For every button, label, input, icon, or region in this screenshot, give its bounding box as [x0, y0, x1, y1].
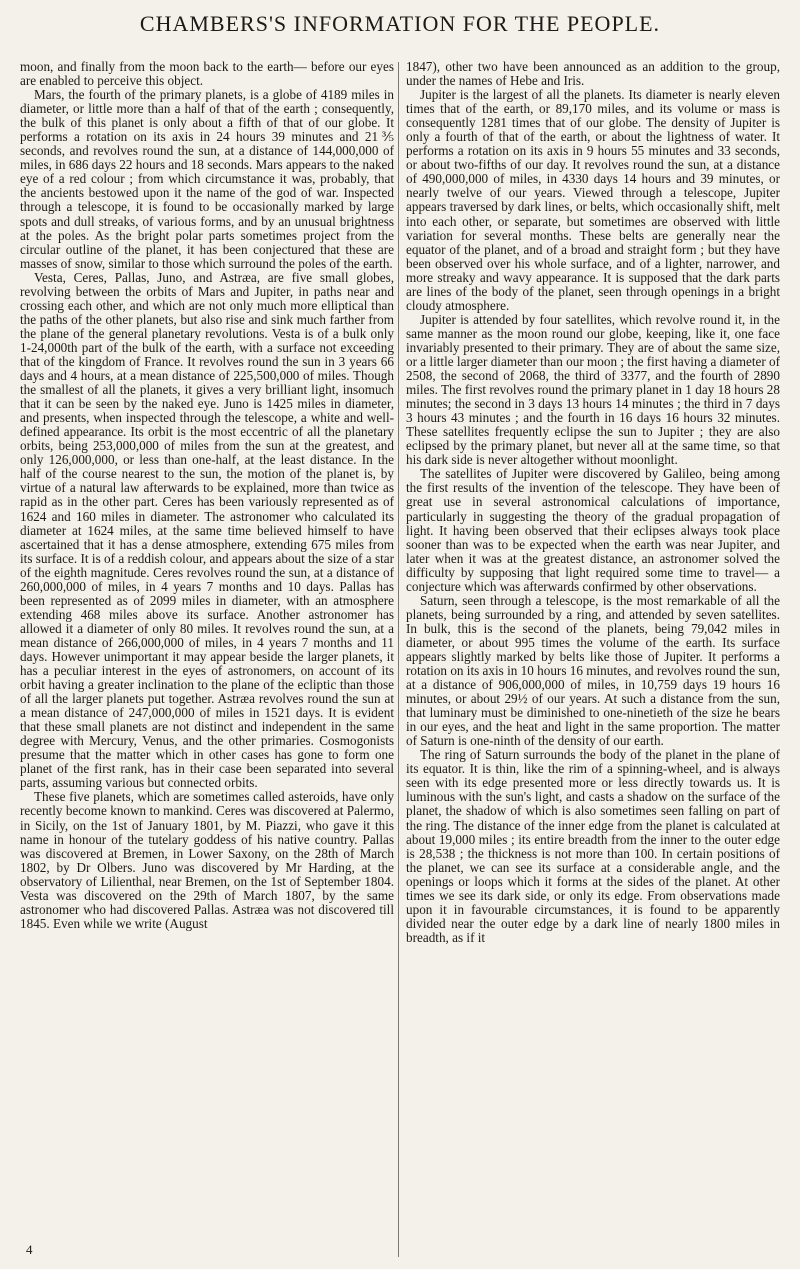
paragraph: Jupiter is attended by four satellites, which revolve round it, in the same manner as the moon round our globe, keeping, like it, one face invariably presented to their primary. They are of about the same size, or a little larger diameter than our moon ; the first having a diameter of 2508, the second of 2068, the third of 3377, and the fourth of 2890 miles. The first revolves round the primary planet in 1 day 18 hours 28 minutes; the second in 3 days 13 hours 14 minutes ; the third in 7 days 3 hours 43 minutes ; and the fourth in 16 days 16 hours 32 minutes. These satellites frequently eclipse the sun to Jupiter ; they are also eclipsed by the primary planet, but never all at the same time, so that his dark side is never altogether without moonlight. — [406, 311, 780, 468]
paragraph: moon, and finally from the moon back to the earth— before our eyes are enabled to perceive this object. — [20, 60, 394, 89]
paragraph: The ring of Saturn surrounds the body of the planet in the plane of its equator. It is thin, like the rim of a spinning-wheel, and is always seen with its edge presented more or less directly towards us. It is luminous with the sun's light, and casts a shadow on the surface of the planet, the shadow of which is also sometimes seen falling on part of the ring. The distance of the inner edge from the planet is calculated at about 19,000 miles ; its entire breadth from the inner to the outer edge is 28,538 ; the thickness is not more than 100. In certain positions of the planet, we can see its surface at a considerable angle, and the openings or loops which it forms at the sides of the planet. At other times we see its dark side, or only its edge. From observations made upon it in favourable circumstances, it is found to be apparently divided near the outer edge by a dark line of nearly 1800 miles in breadth, as if it — [406, 747, 780, 945]
paragraph: 1847), other two have been announced as an addition to the group, under the names of Hebe and Iris. — [406, 60, 780, 89]
paragraph: These five planets, which are sometimes called asteroids, have only recently become known to mankind. Ceres was discovered at Palermo, in Sicily, on the 1st of January 1801, by M. Piazzi, who gave it this name in honour of the tutelary goddess of his native country. Pallas was discovered at Bremen, in Lower Saxony, on the 28th of March 1802, by Dr Olbers. Juno was discovered by Mr Harding, at the observatory of Lilienthal, near Bremen, on the 1st of September 1804. Vesta was discovered on the 29th of March 1807, by the same astronomer who had discovered Pallas. Astræa was not discovered till 1845. Even while we write (August — [20, 789, 394, 931]
paragraph: The satellites of Jupiter were discovered by Galileo, being among the first results of the invention of the telescope. They have been of great use in several astronomical calculations of importance, particularly in suggesting the theory of the gradual propagation of light. It having been observed that their eclipses always took place sooner than was to be expected when the earth was near Jupiter, and later when it was at the greatest distance, an astronomer solved the difficulty by supposing that light required some time to travel— a conjecture which was afterwards confirmed by other observations. — [406, 466, 780, 594]
right-column — [406, 60, 780, 1265]
running-head: CHAMBERS'S INFORMATION FOR THE PEOPLE. — [139, 11, 661, 36]
paragraph: Saturn, seen through a telescope, is the most remarkable of all the planets, being surrounded by a ring, and attended by seven satellites. In bulk, this is the second of the planets, being 79,042 miles in diameter, or about 995 times the volume of the earth. Its surface appears slightly marked by belts like those of Jupiter. It performs a rotation on its axis in 10 hours 16 minutes, and revolves round the sun, at a distance of 906,000,000 of miles, in 10,759 days 19 hours 16 minutes, or about 29½ of our years. At such a distance from the sun, that luminary must be diminished to one-ninetieth of the size he bears in our eyes, and the heat and light in the same proportion. The matter of Saturn is one-ninth of the density of our earth. — [406, 592, 780, 749]
left-column — [20, 60, 394, 1250]
paragraph: Mars, the fourth of the primary planets, is a globe of 4189 miles in diameter, or little more than a half of that of the earth ; consequently, the bulk of this planet is only about a fifth of that of our globe. It performs a rotation on its axis in 24 hours 39 minutes and 21⅗ seconds, and revolves round the sun, at a distance of 144,000,000 of miles, in 686 days 22 hours and 18 seconds. Mars appears to the naked eye of a red colour ; from which circumstance it was, probably, that the ancients bestowed upon it the name of the god of war. Inspected through a telescope, it is found to be occasionally marked by large spots and dull streaks, of various forms, and by an unusual brightness at the poles. As the bright polar parts sometimes project from the circular outline of the planet, it has been conjectured that these are masses of snow, similar to those which surround the poles of the earth. — [20, 87, 394, 271]
paragraph: Jupiter is the largest of all the planets. Its diameter is nearly eleven times that of the earth, or 89,170 miles, and its volume or mass is consequently 1281 times that of our globe. The density of Jupiter is only a fourth of that of the earth, or about the lightness of water. It performs a rotation on its axis in 9 hours 55 minutes and 33 seconds, or about two-fifths of our day. It revolves round the sun, at a distance of 490,000,000 of miles, in 4330 days 14 hours and 39 minutes, or nearly twelve of our years. Viewed through a telescope, Jupiter appears traversed by dark lines, or belts, which occasionally shift, melt into each other, or separate, but sometimes are observed with little variation for several months. These belts are generally near the equator of the planet, and of a broad and straight form ; but they have been observed over his whole surface, and of a lighter, narrower, and more streaky and wavy appearance. It is supposed that the dark parts are lines of the body of the planet, seen through openings in a bright cloudy atmosphere. — [406, 87, 780, 313]
page-number: 4 — [26, 1242, 33, 1257]
column-divider — [398, 62, 399, 1257]
paragraph: Vesta, Ceres, Pallas, Juno, and Astræa, are five small globes, revolving between the orbits of Mars and Jupiter, in paths near and crossing each other, and which are not only much more elliptical than the paths of the other planets, but also rise and sink much farther from the plane of the general planetary revolutions. Vesta is of a bulk only 1-24,000th part of the bulk of the earth, with a surface not exceeding that of the kingdom of France. It revolves round the sun in 3 years 66 days and 4 hours, at a mean distance of 225,500,000 of miles. Though the smallest of all the planets, it gives a very brilliant light, insomuch that it can be seen by the naked eye. Juno is 1425 miles in diameter, and presents, when inspected through the telescope, a white and well-defined appearance. Its orbit is the most eccentric of all the planetary orbits, being 253,000,000 of miles from the sun at the greatest, and only 126,000,000, or less than one-half, at the least distance. In the half of the course nearest to the sun, the motion of the planet is, by virtue of a natural law afterwards to be explained, more than twice as rapid as in the other part. Ceres has been variously represented as of 1624 and 160 miles in diameter. The astronomer who calculated its diameter at 1624 miles, at the same time believed himself to have ascertained that it has a dense atmosphere, extending 675 miles from its surface. It is of a reddish colour, and appears about the size of a star of the eighth magnitude. Ceres revolves round the sun, at a distance of 260,000,000 of miles, in 4 years 7 months and 10 days. Pallas has been represented as of 2099 miles in diameter, with an atmosphere extending 468 miles above its surface. Another astronomer has allowed it a diameter of only 80 miles. It revolves round the sun, at a mean distance of 266,000,000 of miles, in 4 years 7 months and 11 days. However unimportant it may appear beside the larger planets, it has a peculiar interest in the eyes of astronomers, on account of its orbit having a greater inclination to the plane of the ecliptic than those of all the larger planets put together. Astræa revolves round the sun at a mean distance of 247,000,000 of miles in 1521 days. It is evident that these small planets are not distinct and independent in the same degree with Mercury, Venus, and the other primaries. Cosmogonists presume that the matter which in other cases has gone to form one planet of the first rank, has in their case been separated into several parts, assuming various but connected orbits. — [20, 269, 394, 791]
